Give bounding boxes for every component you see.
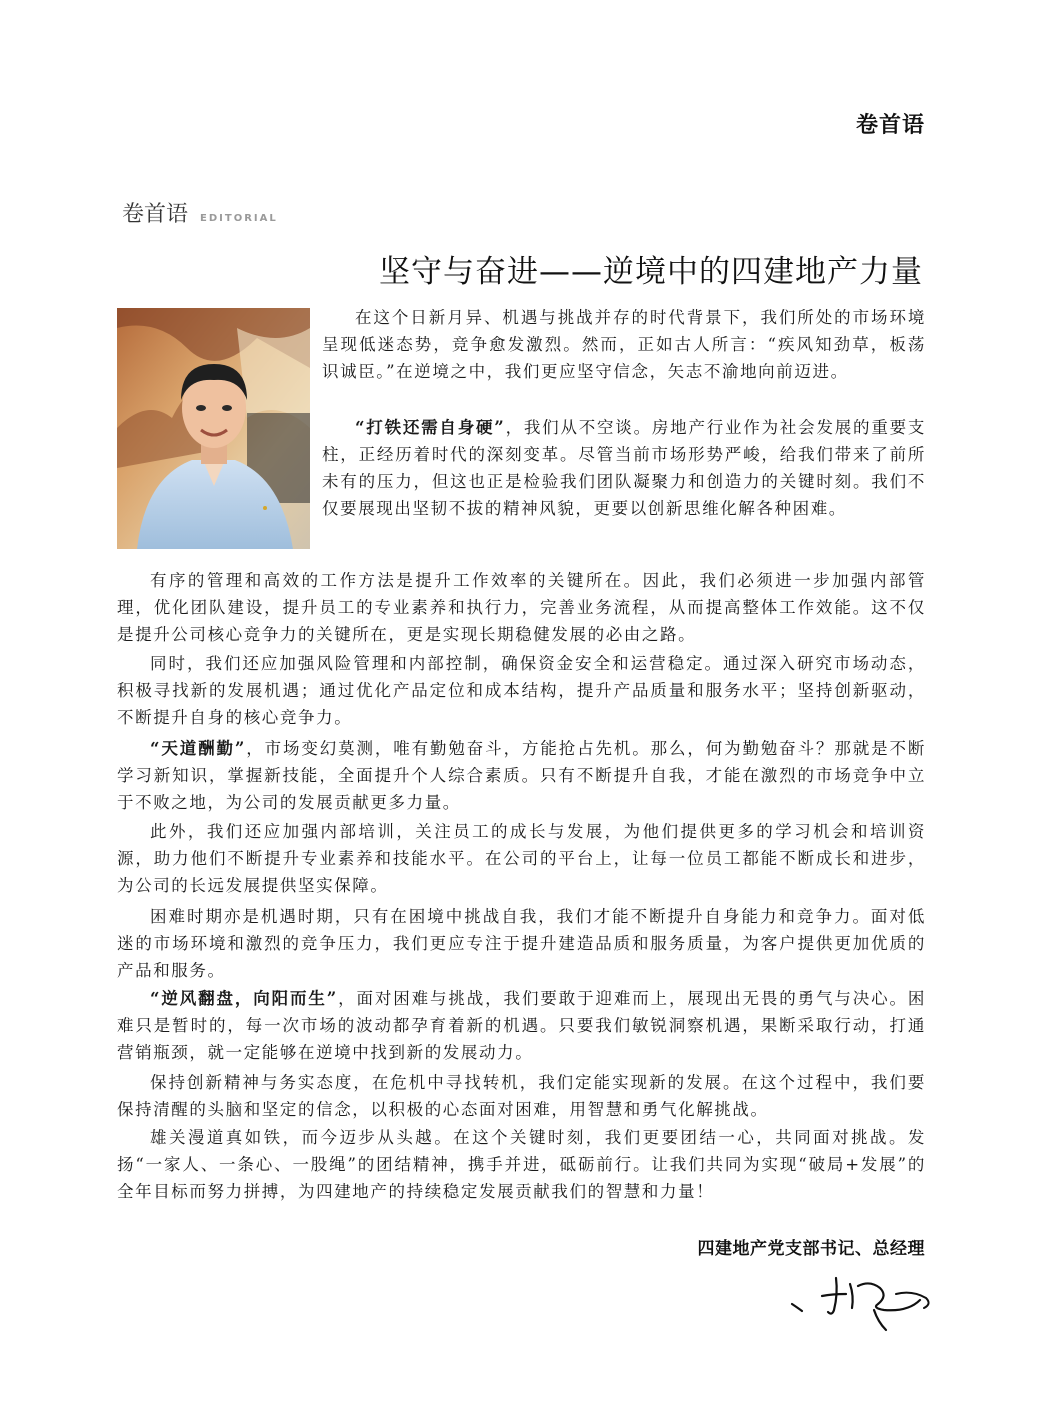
paragraph-6: 此外，我们还应加强内部培训，关注员工的成长与发展，为他们提供更多的学习机会和培训资源，助力他们不断提升专业素养和技能水平。在公司的平台上，让每一位员工都能不断成长和进步，为公司的长远发展提供坚实保障。	[117, 822, 926, 895]
section-label-cn: 卷首语	[122, 202, 189, 227]
paragraph-2: “打铁还需自身硬”，我们从不空谈。房地产行业作为社会发展的重要支柱，正经历着时代的深刻变革。尽管当前市场形势严峻，给我们带来了前所未有的压力，但这也正是检验我们团队凝聚力和创造力的关键时刻。我们不仅要展现出坚韧不拔的精神风貌，更要以创新思维化解各种困难。	[322, 418, 926, 518]
section-label-en: EDITORIAL	[200, 213, 278, 224]
running-header: 卷首语	[855, 113, 925, 138]
paragraph-2-lead: “打铁还需自身硬”	[355, 418, 506, 437]
paragraph-7: 困难时期亦是机遇时期，只有在困境中挑战自我，我们才能不断提升自身能力和竞争力。面对低迷的市场环境和激烈的竞争压力，我们更应专注于提升建造品质和服务质量，为客户提供更加优质的产品和服务。	[117, 907, 926, 980]
paragraph-5: “天道酬勤”，市场变幻莫测，唯有勤勉奋斗，方能抢占先机。那么，何为勤勉奋斗？那就是不断学习新知识，掌握新技能，全面提升个人综合素质。只有不断提升自我，才能在激烈的市场竞争中立于不败之地，为公司的发展贡献更多力量。	[117, 739, 926, 812]
author-portrait	[117, 308, 310, 549]
paragraph-1: 在这个日新月异、机遇与挑战并存的时代背景下，我们所处的市场环境呈现低迷态势，竞争愈发激烈。然而，正如古人所言：“疾风知劲草，板荡识诚臣。”在逆境之中，我们更应坚守信念，矢志不渝地向前迈进。	[322, 308, 926, 381]
paragraph-9: 保持创新精神与务实态度，在危机中寻找转机，我们定能实现新的发展。在这个过程中，我们要保持清醒的头脑和坚定的信念，以积极的心态面对困难，用智慧和勇气化解挑战。	[117, 1073, 926, 1119]
paragraph-10: 雄关漫道真如铁，而今迈步从头越。在这个关键时刻，我们更要团结一心，共同面对挑战。发扬“一家人、一条心、一股绳”的团结精神，携手并进，砥砺前行。让我们共同为实现“破局+发展”的全年目标而努力拼搏，为四建地产的持续稳定发展贡献我们的智慧和力量！	[117, 1128, 926, 1201]
paragraph-3: 有序的管理和高效的工作方法是提升工作效率的关键所在。因此，我们必须进一步加强内部管理，优化团队建设，提升员工的专业素养和执行力，完善业务流程，从而提高整体工作效能。这不仅是提升公司核心竞争力的关键所在，更是实现长期稳健发展的必由之路。	[117, 571, 926, 644]
article-title: 坚守与奋进——逆境中的四建地产力量	[379, 254, 923, 290]
paragraph-5-lead: “天道酬勤”	[150, 739, 246, 758]
handwritten-signature	[788, 1264, 938, 1334]
paragraph-4: 同时，我们还应加强风险管理和内部控制，确保资金安全和运营稳定。通过深入研究市场动态，积极寻找新的发展机遇；通过优化产品定位和成本结构，提升产品质量和服务水平；坚持创新驱动，不断提升自身的核心竞争力。	[117, 654, 926, 727]
paragraph-8-lead: “逆风翻盘，向阳而生”	[150, 989, 338, 1008]
paragraph-8: “逆风翻盘，向阳而生”，面对困难与挑战，我们要敢于迎难而上，展现出无畏的勇气与决心。困难只是暂时的，每一次市场的波动都孕育着新的机遇。只要我们敏锐洞察机遇，果断采取行动，打通营销瓶颈，就一定能够在逆境中找到新的发展动力。	[117, 989, 926, 1062]
section-label	[122, 197, 278, 228]
signature-title: 四建地产党支部书记、总经理	[697, 1239, 925, 1259]
